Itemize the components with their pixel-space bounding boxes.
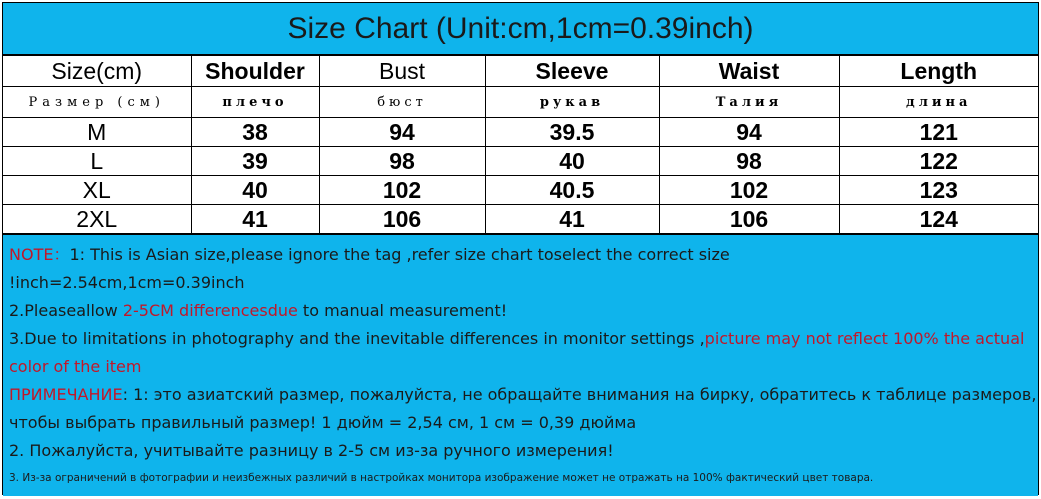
note-ru-1 — [9, 381, 1038, 437]
note-ru-label: ПРИМЕЧАНИЕ — [9, 385, 123, 404]
note-2 — [9, 297, 1038, 325]
note-label: NOTE： — [9, 245, 70, 264]
bust-cell: 106 — [319, 205, 485, 234]
header-bust: Bust — [319, 56, 485, 87]
note-ru-2: 2. Пожалуйста, учитывайте разницу в 2-5 см из-за ручного измерения! — [9, 441, 614, 460]
chart-title: Size Chart (Unit:cm,1cm=0.39inch) — [3, 3, 1038, 55]
shoulder-cell: 41 — [191, 205, 319, 234]
note-1 — [9, 241, 1038, 269]
sleeve-cell: 40 — [485, 147, 659, 176]
sleeve-cell: 39.5 — [485, 118, 659, 147]
note-ru-3: 3. Из-за ограничений в фотографии и неизбежных различий в настройках монитора изображение может не отражать на 100% фактический цвет товара. — [9, 472, 874, 484]
size-cell: M — [3, 118, 191, 147]
size-cell: 2XL — [3, 205, 191, 234]
waist-cell: 98 — [659, 147, 839, 176]
header-ru-bust: бюст — [319, 87, 485, 118]
header-size: Size(cm) — [3, 56, 191, 87]
note-1b: !inch=2.54cm,1cm=0.39inch — [9, 273, 245, 292]
header-row — [3, 56, 1038, 87]
header-sleeve: Sleeve — [485, 56, 659, 87]
size-chart — [2, 2, 1039, 495]
length-cell: 122 — [839, 147, 1038, 176]
size-cell: XL — [3, 176, 191, 205]
note-2-post: to manual measurement! — [297, 301, 508, 320]
note-ru-1-text: : 1: это азиатский размер, пожалуйста, не обращайте внимания на бирку, обратитесь к таблице размеров, чтобы выбрать правильный размер! 1 дюйм = 2,54 см, 1 см = 0,39 дюйма — [9, 385, 1037, 432]
bust-cell: 102 — [319, 176, 485, 205]
header-length: Length — [839, 56, 1038, 87]
header-ru-shoulder: плечо — [191, 87, 319, 118]
header-ru-waist: Талия — [659, 87, 839, 118]
note-3-highlight: picture may not reflect 100% the actual color of the item — [9, 329, 1025, 376]
note-3 — [9, 325, 1038, 381]
note-2-pre: 2.Pleaseallow — [9, 301, 123, 320]
waist-cell: 106 — [659, 205, 839, 234]
shoulder-cell: 39 — [191, 147, 319, 176]
table-row — [3, 118, 1038, 147]
length-cell: 123 — [839, 176, 1038, 205]
shoulder-cell: 38 — [191, 118, 319, 147]
header-ru-sleeve: рукав — [485, 87, 659, 118]
bust-cell: 94 — [319, 118, 485, 147]
table-row — [3, 205, 1038, 234]
size-table — [3, 55, 1038, 234]
sleeve-cell: 40.5 — [485, 176, 659, 205]
header-row-ru — [3, 87, 1038, 118]
bust-cell: 98 — [319, 147, 485, 176]
table-row — [3, 176, 1038, 205]
size-cell: L — [3, 147, 191, 176]
note-2-highlight: 2-5CM differencesdue — [122, 301, 298, 320]
notes-panel — [3, 234, 1038, 496]
length-cell: 124 — [839, 205, 1038, 234]
header-waist: Waist — [659, 56, 839, 87]
shoulder-cell: 40 — [191, 176, 319, 205]
length-cell: 121 — [839, 118, 1038, 147]
waist-cell: 94 — [659, 118, 839, 147]
header-ru-size: Размер (см) — [3, 87, 191, 118]
sleeve-cell: 41 — [485, 205, 659, 234]
header-ru-length: длина — [839, 87, 1038, 118]
waist-cell: 102 — [659, 176, 839, 205]
header-shoulder: Shoulder — [191, 56, 319, 87]
note-1-text: 1: This is Asian size,please ignore the tag ,refer size chart toselect the correct size — [69, 245, 730, 264]
note-3-pre: 3.Due to limitations in photography and the inevitable differences in monitor settings , — [9, 329, 705, 348]
table-row — [3, 147, 1038, 176]
